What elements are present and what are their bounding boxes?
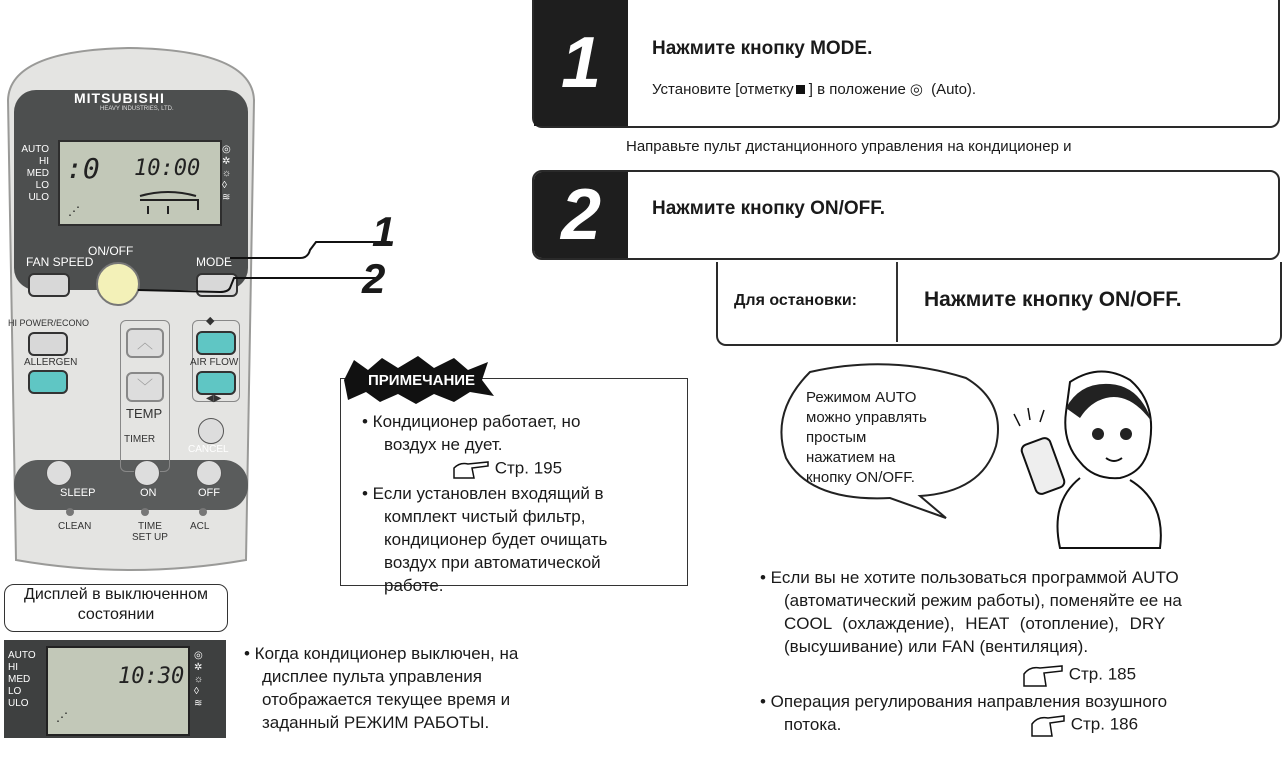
- off-lcd-time: 10:30: [118, 664, 185, 689]
- pointing-hand-icon: [1030, 712, 1066, 738]
- sleep-button[interactable]: [46, 460, 72, 486]
- brand-logo: MITSUBISHI: [74, 90, 165, 106]
- off-timer-button[interactable]: [196, 460, 222, 486]
- step-1-number: 1: [534, 0, 628, 126]
- auto-mode-icon: ◎: [194, 650, 203, 661]
- hi-power-button[interactable]: [28, 332, 68, 356]
- cool-mode-icon: ✲: [222, 156, 231, 167]
- chevron-up-icon: ︿: [136, 335, 153, 352]
- callout-number-2: 2: [362, 255, 386, 302]
- hi-power-label: HI POWER/ECONO: [8, 318, 90, 328]
- updown-arrows-icon: ◆: [206, 315, 215, 327]
- step-1-body: Установите [отметку ] в положение ◎ (Auto).: [652, 81, 977, 98]
- clean-label: CLEAN: [58, 521, 92, 532]
- step-2-box: [532, 170, 1280, 260]
- temp-label: TEMP: [126, 406, 163, 421]
- heat-mode-icon: ☼: [194, 674, 204, 685]
- step-2-title: Нажмите кнопку ON/OFF.: [652, 198, 886, 219]
- allergen-label: ALLERGEN: [24, 357, 78, 368]
- clean-button[interactable]: [66, 508, 74, 516]
- fan-mode-icon: ≋: [194, 698, 203, 709]
- air-flow-label: AIR FLOW: [190, 357, 239, 368]
- off-display-panel: [4, 640, 226, 738]
- acl-button[interactable]: [199, 508, 207, 516]
- step-1-title: Нажмите кнопку MODE.: [652, 38, 873, 59]
- off-label: OFF: [198, 487, 220, 499]
- cancel-button[interactable]: [198, 418, 224, 444]
- leftright-arrows-icon: ◀▶: [206, 393, 222, 404]
- mode-label: MODE: [196, 255, 232, 269]
- note-header: ПРИМЕЧАНИЕ: [368, 372, 476, 389]
- heat-mode-icon: ☼: [222, 168, 232, 179]
- acl-label: ACL: [190, 521, 210, 532]
- brand-sub: HEAVY INDUSTRIES, LTD.: [100, 106, 174, 112]
- temp-up-button[interactable]: [126, 328, 164, 358]
- airflow-updown-button[interactable]: [196, 331, 236, 355]
- dry-mode-icon: ◊: [222, 180, 227, 191]
- pointing-hand-icon: [452, 458, 490, 480]
- auto-mode-icon: ◎: [909, 81, 923, 98]
- dry-mode-icon: ◊: [194, 686, 199, 697]
- timer-label: TIMER: [124, 434, 156, 445]
- cool-mode-icon: ✲: [194, 662, 203, 673]
- note-item-1: • Кондиционер работает, но воздух не дует.: [362, 412, 581, 454]
- right-note-2: • Операция регулирования направления возушного потока.: [760, 692, 1168, 734]
- stop-label: Для остановки:: [734, 292, 857, 309]
- step-2-number: 2: [534, 172, 628, 258]
- between-text: Направьте пульт дистанционного управления на кондиционер и: [626, 138, 1072, 155]
- pointing-hand-icon: [1022, 662, 1064, 688]
- on-timer-button[interactable]: [134, 460, 160, 486]
- on-off-label: ON/OFF: [88, 244, 134, 258]
- stop-box: [716, 262, 1282, 346]
- cancel-label: CANCEL: [188, 444, 229, 455]
- step-1-box: [532, 0, 1280, 128]
- fan-speed-label: FAN SPEED: [26, 255, 94, 269]
- allergen-button[interactable]: [28, 370, 68, 394]
- note-item-2: • Если установлен входящий в комплект чистый фильтр, кондиционер будет очищать воздух при автоматической работе.: [362, 484, 608, 595]
- fan-level-list: AUTO HI MED LO ULO: [21, 144, 49, 203]
- louver-icon: [138, 186, 208, 216]
- fan-mode-icon: ≋: [222, 192, 231, 203]
- lcd-screen: [58, 140, 222, 226]
- time-set-up-button[interactable]: [141, 508, 149, 516]
- off-note: • Когда кондиционер выключен, на дисплее пульта управления отображается текущее время и заданный РЕЖИМ РАБОТЫ.: [244, 644, 519, 732]
- off-display-label: Дисплей в выключенном состоянии: [4, 584, 228, 632]
- right-note-1: • Если вы не хотите пользоваться программой AUTO (автоматический режим работы), поменяйте ее на COOL (охлаждение), HEAT (отопление), DRY (высушивание) или FAN (вентиляция).: [760, 568, 1182, 656]
- stop-divider: [896, 262, 898, 342]
- right-ref-1: Стр. 185: [1022, 662, 1136, 688]
- fan-speed-button[interactable]: [28, 273, 70, 297]
- speech-text: Режимом AUTO можно управлять простым нажатием на кнопку ON/OFF.: [806, 389, 927, 486]
- stop-action: Нажмите кнопку ON/OFF.: [924, 288, 1182, 311]
- note-ref-1: Стр. 195: [452, 458, 562, 480]
- mode-icons: [222, 144, 231, 204]
- right-ref-2: Стр. 186: [1030, 712, 1138, 738]
- off-fan-level-list: AUTO HI MED LO ULO: [8, 650, 36, 709]
- girl-with-remote-illustration: [1010, 362, 1170, 552]
- on-label: ON: [140, 487, 157, 499]
- callout-lines: [130, 230, 400, 310]
- lcd-time: 10:00: [134, 156, 201, 181]
- time-set-up-label: TIME SET UP: [132, 521, 168, 543]
- off-lcd-screen: [46, 646, 190, 736]
- lcd-digit: :0: [66, 152, 100, 185]
- callout-number-1: 1: [372, 208, 396, 255]
- off-mode-icons: [194, 650, 203, 710]
- mark-square-icon: [796, 85, 805, 94]
- sleep-label: SLEEP: [60, 487, 96, 499]
- auto-mode-icon: ◎: [222, 144, 231, 155]
- off-swing-icon: ⋰: [56, 710, 68, 724]
- swing-icon: ⋰: [68, 204, 80, 218]
- temp-down-button[interactable]: [126, 372, 164, 402]
- chevron-down-icon: ﹀: [136, 379, 153, 396]
- airflow-leftright-button[interactable]: [196, 371, 236, 395]
